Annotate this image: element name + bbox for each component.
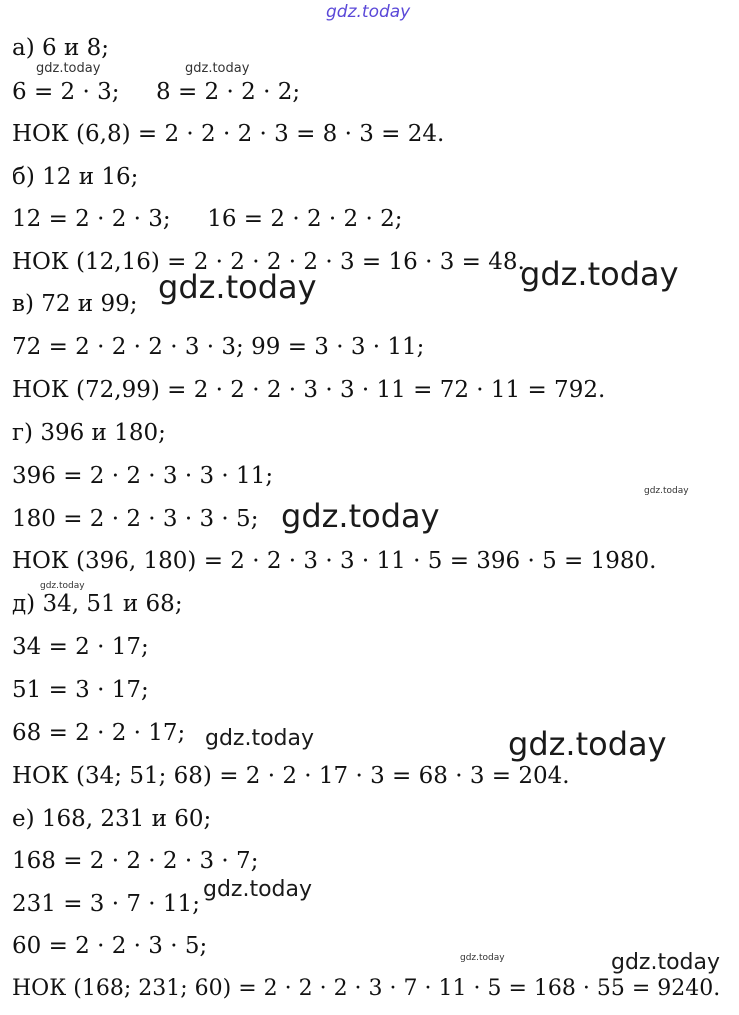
- watermark: gdz.today: [520, 255, 679, 293]
- line-g-factorization-1: 396 = 2 · 2 · 3 · 3 · 11;: [12, 463, 274, 489]
- line-v-lcm: НОК (72,99) = 2 · 2 · 2 · 3 · 3 · 11 = 72 · 11 = 792.: [12, 377, 606, 403]
- line-d-factorization-3: 68 = 2 · 2 · 17;: [12, 720, 186, 746]
- line-a-factorization: 6 = 2 · 3; 8 = 2 · 2 · 2;: [12, 79, 301, 105]
- watermark: gdz.today: [611, 950, 721, 975]
- watermark: gdz.today: [460, 953, 505, 963]
- line-g-lcm: НОК (396, 180) = 2 · 2 · 3 · 3 · 11 · 5 = 396 · 5 = 1980.: [12, 548, 657, 574]
- watermark-top: gdz.today: [326, 2, 411, 22]
- watermark: gdz.today: [203, 877, 313, 902]
- line-e-factorization-1: 168 = 2 · 2 · 2 · 3 · 7;: [12, 848, 259, 874]
- line-d-factorization-1: 34 = 2 · 17;: [12, 634, 149, 660]
- line-v-header: в) 72 и 99;: [12, 291, 138, 317]
- line-e-factorization-2: 231 = 3 · 7 · 11;: [12, 891, 200, 917]
- line-a-header: а) 6 и 8;: [12, 35, 109, 61]
- watermark: gdz.today: [281, 497, 440, 535]
- line-e-header: е) 168, 231 и 60;: [12, 806, 212, 832]
- line-g-factorization-2: 180 = 2 · 2 · 3 · 3 · 5;: [12, 506, 259, 532]
- line-v-factorization: 72 = 2 · 2 · 2 · 3 · 3; 99 = 3 · 3 · 11;: [12, 334, 425, 360]
- watermark: gdz.today: [644, 486, 689, 496]
- line-a-lcm: НОК (6,8) = 2 · 2 · 2 · 3 = 8 · 3 = 24.: [12, 121, 445, 147]
- watermark: gdz.today: [40, 581, 85, 591]
- line-d-header: д) 34, 51 и 68;: [12, 591, 183, 617]
- line-b-header: б) 12 и 16;: [12, 164, 139, 190]
- line-e-lcm: НОК (168; 231; 60) = 2 · 2 · 2 · 3 · 7 · 11 · 5 = 168 · 55 = 9240.: [12, 976, 721, 1001]
- watermark: gdz.today: [158, 268, 317, 306]
- line-e-factorization-3: 60 = 2 · 2 · 3 · 5;: [12, 933, 208, 959]
- watermark: gdz.today: [205, 726, 315, 751]
- watermark: gdz.today: [185, 61, 250, 76]
- line-g-header: г) 396 и 180;: [12, 420, 166, 446]
- line-b-factorization: 12 = 2 · 2 · 3; 16 = 2 · 2 · 2 · 2;: [12, 206, 403, 232]
- line-b-lcm: НОК (12,16) = 2 · 2 · 2 · 2 · 3 = 16 · 3 = 48.: [12, 249, 525, 275]
- line-d-factorization-2: 51 = 3 · 17;: [12, 677, 149, 703]
- watermark: gdz.today: [508, 725, 667, 763]
- line-d-lcm: НОК (34; 51; 68) = 2 · 2 · 17 · 3 = 68 · 3 = 204.: [12, 763, 570, 789]
- watermark: gdz.today: [36, 61, 101, 76]
